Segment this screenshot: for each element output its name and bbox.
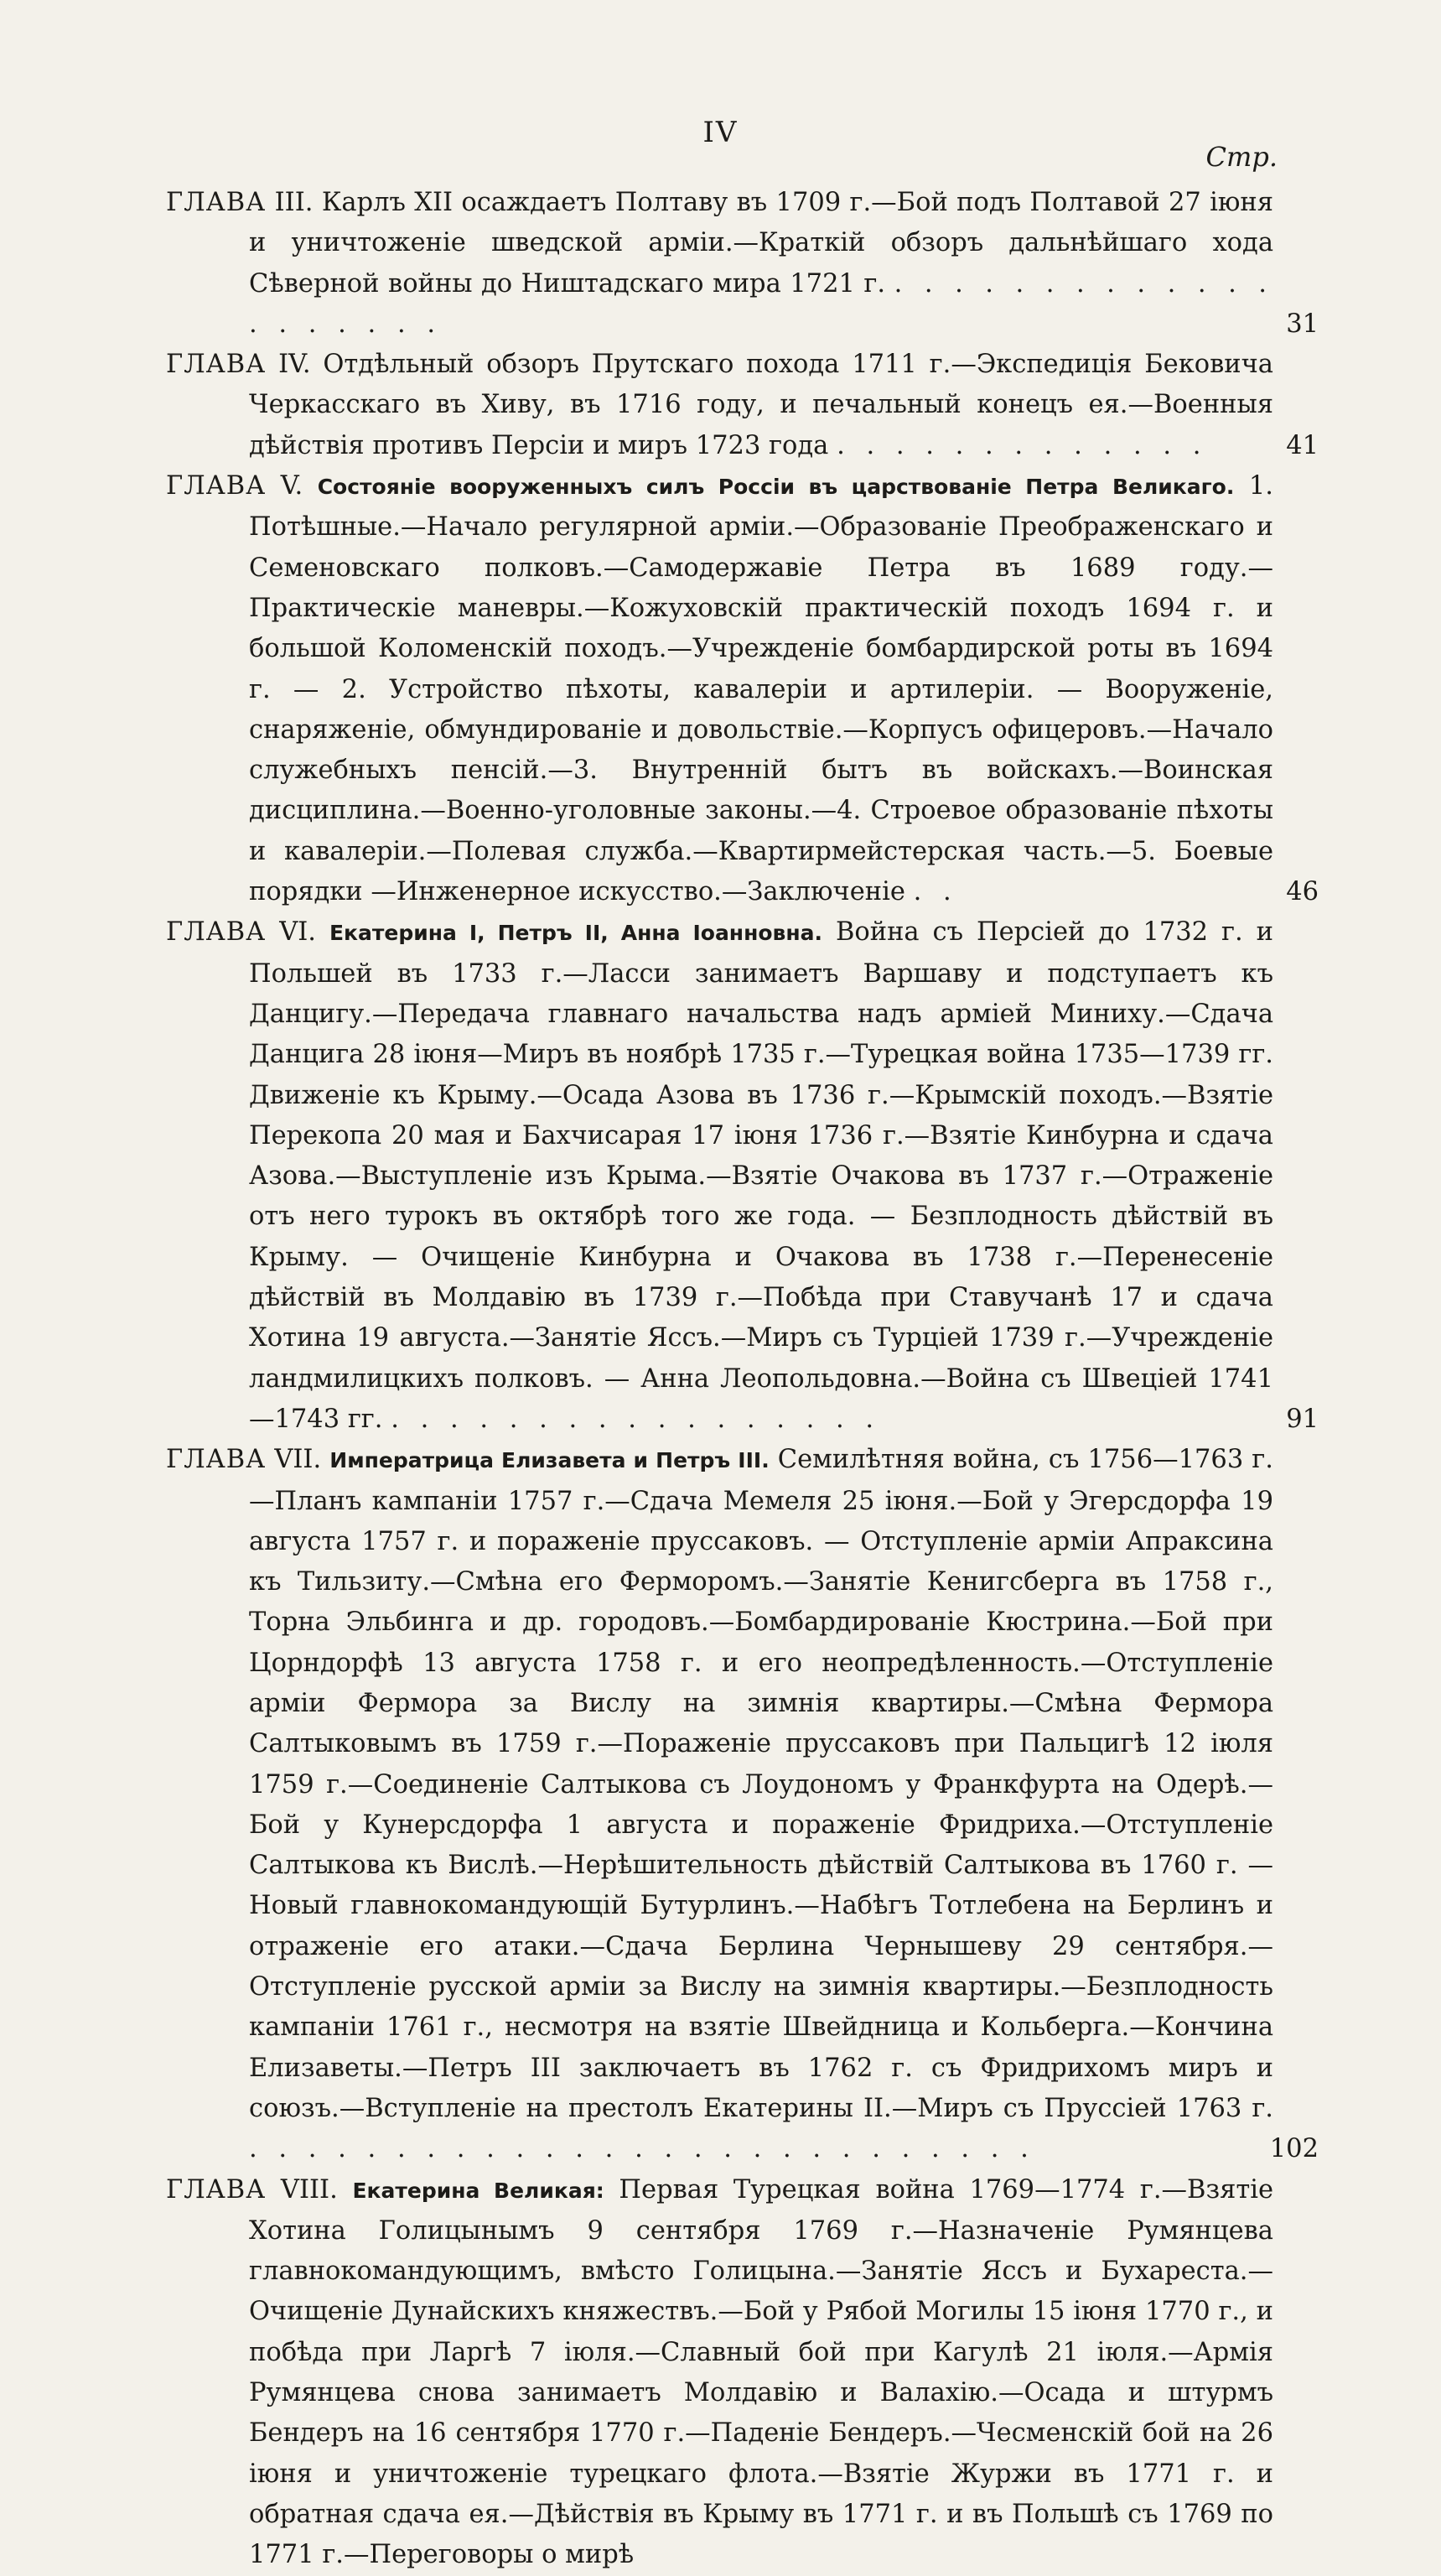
chapter-heading: ГЛАВА (166, 471, 267, 501)
chapter-page-number: 31 (1286, 309, 1319, 339)
chapter-description: 1. Потѣшные.—Начало регулярной арміи.—Образованіе Преображенскаго и Семеновскаго полковъ.—Самодержавіе Петра въ 1689 году.—Практическіе маневры.—Кожуховскій практическій походъ 1694 г. и большой Коломенскій походъ.—Учрежденіе бомбардирской роты въ 1694 г. — 2. Устройство пѣхоты, кавалеріи и артилеріи. — Вооруженіе, снаряженіе, обмундированіе и довольствіе.—Корпусъ офицеровъ.—Начало служебныхъ пенсій.—3. Внутренній бытъ въ войскахъ.—Воинская дисциплина.—Военно-уголовные законы.—4. Строевое образованіе пѣхоты и кавалеріи.—Полевая служба.—Квартирмейстерская часть.—5. Боевые порядки —Инженерное искусство.—Заключеніе (249, 471, 1273, 907)
dot-leader: . . . . . . . . . . . . . . . . . . . . (249, 268, 1273, 339)
dot-leader: . . . . . . . . . . . . . . . . . (391, 1404, 881, 1434)
chapter-description: Семилѣтняя война, съ 1756—1763 г.—Планъ кампаніи 1757 г.—Сдача Мемеля 25 іюня.—Бой у Эгерсдорфа 19 августа 1757 г. и пораженіе пруссаковъ. — Отступленіе арміи Апраксина къ Тильзиту.—Смѣна его Ферморомъ.—Занятіе Кенигсберга въ 1758 г., Торна Эльбинга и др. городовъ.—Бомбардированіе Кюстрина.—Бой при Цорндорфѣ 13 августа 1758 г. и его неопредѣленность.—Отступленіе арміи Фермора за Вислу на зимнія квартиры.—Смѣна Фермора Салтыковымъ въ 1759 г.—Пораженіе пруссаковъ при Пальцигѣ 12 іюля 1759 г.—Соединеніе Салтыкова съ Лоудономъ у Франкфурта на Одерѣ.—Бой у Кунерсдорфа 1 августа и пораженіе Фридриха.—Отступленіе Салтыкова къ Вислѣ.—Нерѣшительность дѣйствій Салтыкова въ 1760 г. — Новый главнокомандующій Бутурлинъ.—Набѣгъ Тотлебена на Берлинъ и отраженіе его атаки.—Сдача Берлина Чернышеву 29 сентября.—Отступленіе русской арміи за Вислу на зимнія квартиры.—Безплодность кампаніи 1761 г., несмотря на взятіе Швейдница и Кольберга.—Кончина Елизаветы.—Петръ III заключаетъ въ 1762 г. съ Фридрихомъ миръ и союзъ.—Вступленіе на престолъ Екатерины II.—Миръ съ Пруссіей 1763 г. (249, 1445, 1273, 2123)
chapter-numeral: VIII. (280, 2174, 338, 2205)
toc-entry-text (166, 1440, 1273, 2169)
toc-entry-text (166, 183, 1273, 345)
chapter-numeral: VI. (279, 917, 317, 948)
dot-leader: . . (913, 877, 958, 907)
toc-entry-chapter-6 (166, 912, 1319, 1440)
page-number: IV (702, 116, 739, 149)
chapter-numeral: III. (274, 188, 314, 217)
chapter-page-number: 91 (1286, 1404, 1319, 1434)
chapter-title-bold: Екатерина Великая: (352, 2178, 604, 2203)
chapter-description: Первая Турецкая война 1769—1774 г.—Взятіе Хотина Голицынымъ 9 сентября 1769 г.—Назначеніе Румянцева главнокомандующимъ, вмѣсто Голицына.—Занятіе Яссъ и Бухареста.—Очищеніе Дунайскихъ княжествъ.—Бой у Рябой Могилы 15 іюня 1770 г., и побѣда при Ларгѣ 7 іюля.—Славный бой при Кагулѣ 21 іюля.—Армія Румянцева снова занимаетъ Молдавію и Валахію.—Осада и штурмъ Бендеръ на 16 сентября 1770 г.—Паденіе Бендеръ.—Чесменскій бой на 26 іюня и уничтоженіе турецкаго флота.—Взятіе Журжи въ 1771 г. и обратная сдача ея.—Дѣйствія въ Крыму въ 1771 г. и въ Польшѣ съ 1769 по 1771 г.—Переговоры о мирѣ (249, 2174, 1273, 2570)
chapter-numeral: IV. (278, 350, 311, 380)
toc-entry-chapter-7 (166, 1440, 1319, 2169)
chapter-title-bold: Императрица Елизавета и Петръ III. (329, 1448, 770, 1473)
chapter-description: Война съ Персіей до 1732 г. и Польшей въ 1733 г.—Ласси занимаетъ Варшаву и подступаетъ къ Данцигу.—Передача главнаго начальства надъ арміей Миниху.—Сдача Данцига 28 іюня—Миръ въ ноябрѣ 1735 г.—Турецкая война 1735—1739 гг. Движеніе къ Крыму.—Осада Азова въ 1736 г.—Крымскій походъ.—Взятіе Перекопа 20 мая и Бахчисарая 17 іюня 1736 г.—Взятіе Кинбурна и сдача Азова.—Выступленіе изъ Крыма.—Взятіе Очакова въ 1737 г.—Отраженіе отъ него турокъ въ октябрѣ того же года. — Безплодность дѣйствій въ Крыму. — Очищеніе Кинбурна и Очакова въ 1738 г.—Перенесеніе дѣйствій въ Молдавію въ 1739 г.—Побѣда при Ставучанѣ 17 и сдача Хотина 19 августа.—Занятіе Яссъ.—Миръ съ Турціей 1739 г.—Учрежденіе ландмилицкихъ полковъ. — Анна Леопольдовна.—Война съ Швеціей 1741—1743 гг. (249, 917, 1273, 1434)
dot-leader: . . . . . . . . . . . . . . . . . . . . . . . . . . . (249, 2134, 1035, 2164)
chapter-description: Карлъ XII осаждаетъ Полтаву въ 1709 г.—Бой подъ Полтавой 27 іюня и уничтоженіе шведской арміи.—Краткій обзоръ дальнѣйшаго хода Сѣверной войны до Ништадскаго мира 1721 г. (249, 188, 1273, 299)
chapter-heading: ГЛАВА (166, 2174, 267, 2205)
page-column-label: Стр. (1205, 141, 1278, 173)
dot-leader: . . . . . . . . . . . . . (837, 430, 1208, 460)
chapter-page-number: 46 (1286, 877, 1319, 907)
toc-entry-chapter-4 (166, 345, 1319, 466)
chapter-heading: ГЛАВА (166, 188, 267, 217)
chapter-numeral: VII. (274, 1445, 322, 1475)
table-of-contents (166, 183, 1319, 2576)
chapter-page-number: 102 (1269, 2134, 1319, 2164)
chapter-page-number: 41 (1286, 430, 1319, 460)
toc-entry-text (166, 345, 1273, 466)
toc-entry-chapter-3 (166, 183, 1319, 345)
chapter-heading: ГЛАВА (166, 1445, 267, 1475)
toc-entry-text (166, 912, 1273, 1440)
toc-entry-chapter-8 (166, 2170, 1319, 2576)
toc-entry-chapter-5 (166, 466, 1319, 912)
toc-entry-text (166, 2170, 1273, 2576)
chapter-title-bold: Состояніе вооруженныхъ силъ Россіи въ царствованіе Петра Великаго. (317, 475, 1235, 500)
chapter-description: Отдѣльный обзоръ Прутскаго похода 1711 г.—Экспедиція Бековича Черкасскаго въ Хиву, въ 1716 году, и печальный конецъ ея.—Военныя дѣйствія противъ Персіи и миръ 1723 года (249, 350, 1273, 460)
chapter-title-bold: Екатерина I, Петръ II, Анна Іоанновна. (329, 921, 822, 946)
chapter-heading: ГЛАВА (166, 350, 267, 380)
chapter-numeral: V. (280, 471, 303, 501)
toc-entry-text (166, 466, 1273, 912)
chapter-heading: ГЛАВА (166, 917, 267, 948)
